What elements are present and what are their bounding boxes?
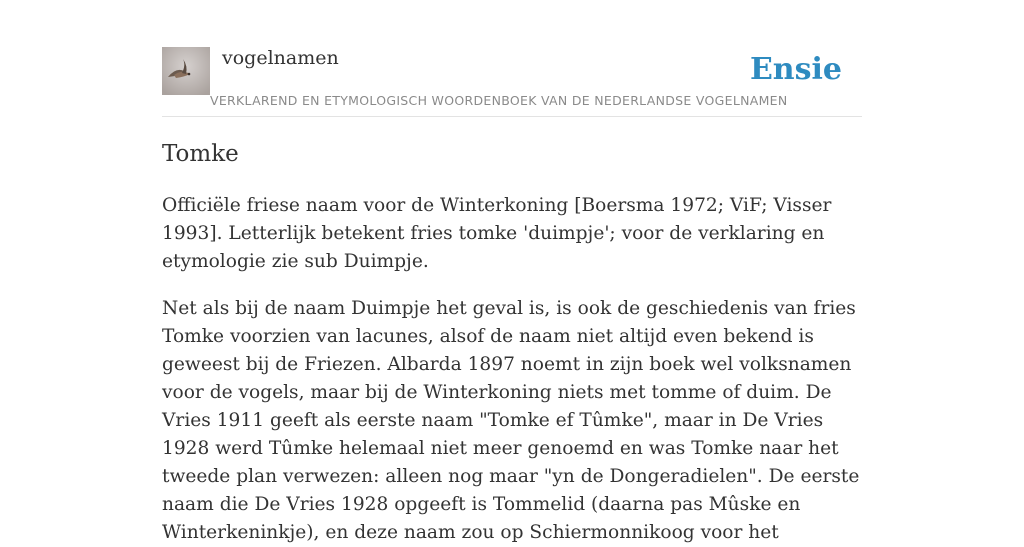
article-title: Tomke <box>162 141 239 167</box>
blog-subtitle: VERKLAREND EN ETYMOLOGISCH WOORDENBOEK VAN DE NEDERLANDSE VOGELNAMEN <box>210 93 788 108</box>
article-paragraph-1: Officiële friese naam voor de Winterkoning [Boersma 1972; ViF; Visser 1993]. Letterlijk betekent fries tomke 'duimpje'; voor de verklaring en etymologie zie sub Duimpje. <box>162 195 832 272</box>
bird-avatar-icon[interactable] <box>162 47 210 95</box>
article <box>162 136 862 547</box>
site-header <box>162 0 862 117</box>
ensie-logo-link[interactable]: Ensie <box>749 52 842 87</box>
blog-name-link[interactable]: vogelnamen <box>222 47 339 69</box>
article-paragraph-2: Net als bij de naam Duimpje het geval is, is ook de geschiedenis van fries Tomke voorzien van lacunes, alsof de naam niet altijd even bekend is geweest bij de Friezen. Albarda 1897 noemt in zijn boek wel volksnamen voor de vogels, maar bij de Winterkoning niets met tomme of duim. De Vries 1911 geeft als eerste naam "Tomke ef Tûmke", maar in De Vries 1928 werd Tûmke helemaal niet meer genoemd en was Tomke naar het tweede plan verwezen: alleen nog maar "yn de Dongeradielen". De eerste naam die De Vries 1928 opgeeft is Tommelid (daarna pas Mûske en Winterkeninkje), en deze naam zou op Schiermonnikoog voor het <box>162 298 860 543</box>
